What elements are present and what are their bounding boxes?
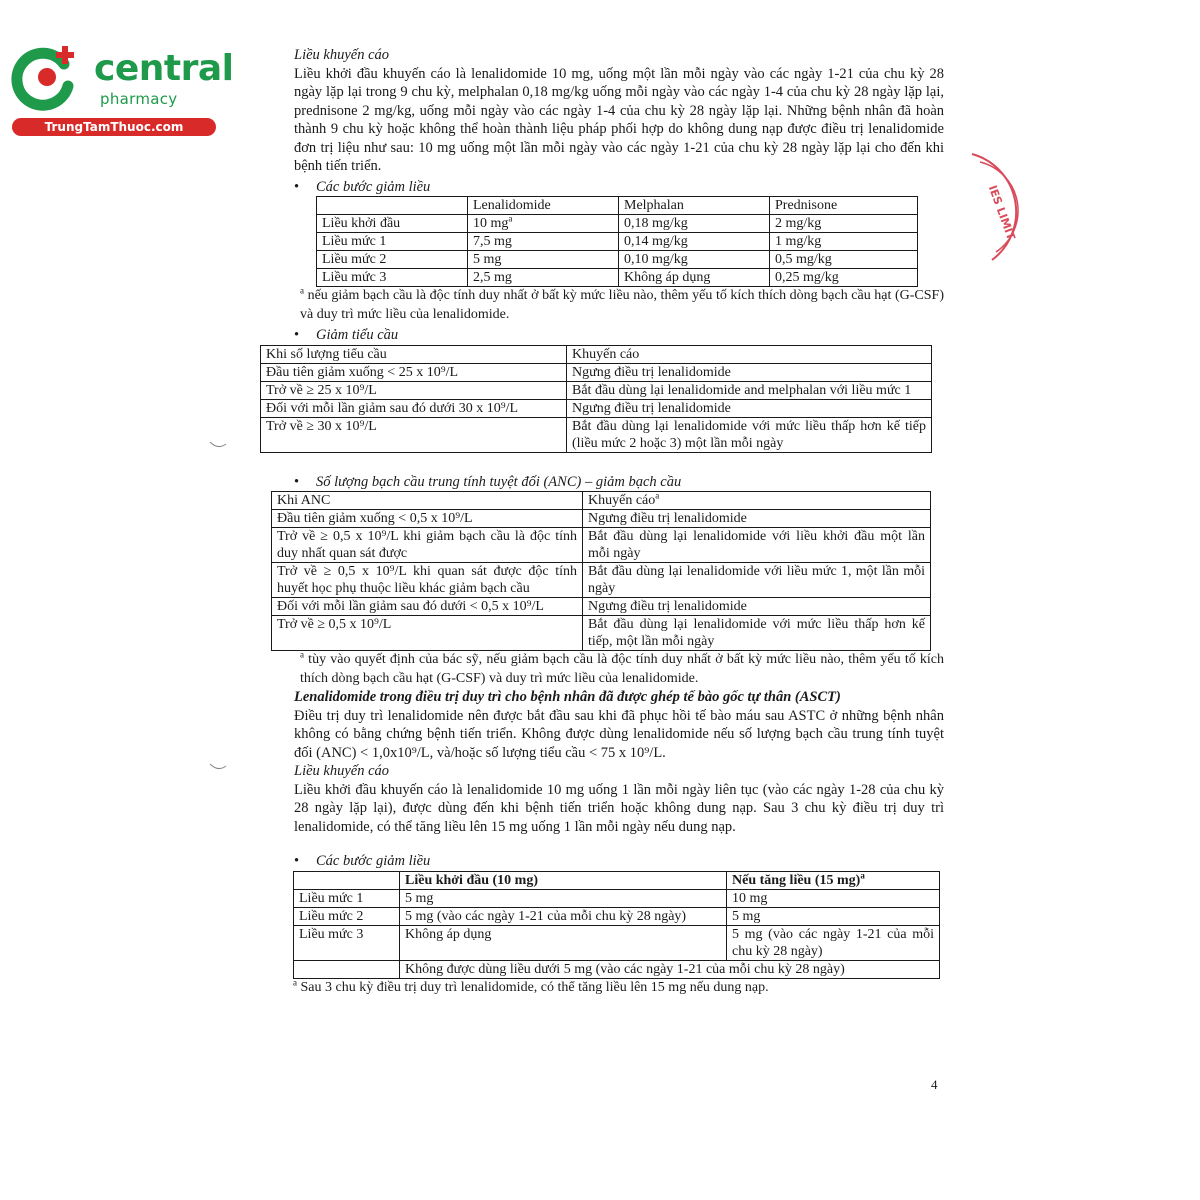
anc-table	[271, 491, 931, 651]
table-row: Liều mức 1 5 mg 10 mg	[294, 889, 940, 907]
maintenance-dose-table	[293, 871, 940, 979]
table-row: Liều mức 1 7,5 mg 0,14 mg/kg 1 mg/kg	[317, 233, 918, 251]
table-header-row: Khi ANC Khuyến cáo$^a$	[272, 492, 931, 510]
table-header-row: Lenalidomide Melphalan Prednisone	[317, 197, 918, 215]
table-row: Liều mức 3 2,5 mg Không áp dụng 0,25 mg/kg	[317, 269, 918, 287]
brand-site: TrungTamThuoc.com	[12, 118, 216, 136]
brand-subtitle: pharmacy	[100, 90, 178, 108]
scan-mark	[208, 440, 228, 450]
brand-name: central	[94, 48, 234, 89]
section-heading: Liều khuyến cáo	[294, 47, 390, 63]
document-page	[266, 46, 944, 997]
section2-heading: Lenalidomide trong điều trị duy trì cho bệnh nhân đã được ghép tế bào gốc tự thân (ASCT)	[294, 689, 841, 705]
table-row: Trở về ≥ 0,5 x 10⁹/L khi giảm bạch cầu là độc tính duy nhất quan sát được Bắt đầu dùng lại lenalidomide với liều khởi đầu một lần mỗi ngày	[272, 528, 931, 563]
table1-title: • Các bước giảm liều	[316, 178, 944, 197]
table-row: Trở về ≥ 30 x 10⁹/L Bắt đầu dùng lại lenalidomide với mức liều thấp hơn kế tiếp (liều mức 2 hoặc 3) một lần mỗi ngày	[261, 417, 932, 452]
table-row: Đầu tiên giảm xuống < 0,5 x 10⁹/L Ngưng điều trị lenalidomide	[272, 510, 931, 528]
table-row: Liều mức 2 5 mg (vào các ngày 1-21 của mỗi chu kỳ 28 ngày) 5 mg	[294, 907, 940, 925]
maintenance-dosage-paragraph: Liều khởi đầu khuyến cáo là lenalidomide 10 mg uống 1 lần mỗi ngày liên tục (vào các ngày 1-28 của chu kỳ 28 ngày lặp lại), được dùng đến khi bệnh tiến triển hoặc không dung nạp. Sau 3 chu kỳ điều trị duy trì lenalidomide, có thể tăng liều lên 15 mg uống 1 lần mỗi ngày nếu dung nạp.	[294, 781, 944, 835]
table-row: Liều khởi đầu 10 $mg^a$ 0,18 mg/kg 2 mg/kg	[317, 215, 918, 233]
table-row: Trở về ≥ 0,5 x 10⁹/L Bắt đầu dùng lại lenalidomide với mức liều thấp hơn kế tiếp, một lần mỗi ngày	[272, 616, 931, 651]
table3-title: • Số lượng bạch cầu trung tính tuyệt đối (ANC) – giảm bạch cầu	[316, 473, 944, 492]
table-row: Đối với mỗi lần giảm sau đó dưới < 0,5 x 10⁹/L Ngưng điều trị lenalidomide	[272, 598, 931, 616]
dosage-paragraph: Liều khởi đầu khuyến cáo là lenalidomide 10 mg, uống một lần mỗi ngày vào các ngày 1-21 của chu kỳ 28 ngày lặp lại trong 9 chu kỳ, melphalan 0,18 mg/kg uống mỗi ngày vào các ngày 1-4 của chu kỳ 28 ngày lặp lại, prednisone 2 mg/kg, uống mỗi ngày vào các ngày 1-4 của chu kỳ 28 ngày lặp lại. Những bệnh nhân đã hoàn thành 9 chu kỳ hoặc không thể hoàn thành liệu pháp phối hợp do không dung nạp được điều trị lenalidomide đơn trị liệu như sau: 10 mg uống một lần mỗi ngày vào các ngày 1-21 của chu kỳ 28 ngày lặp lại cho đến khi bệnh tiến triển.	[294, 65, 944, 174]
table-row: Liều mức 2 5 mg 0,10 mg/kg 0,5 mg/kg	[317, 251, 918, 269]
table-row: Trở về ≥ 25 x 10⁹/L Bắt đầu dùng lại lenalidomide and melphalan với liều mức 1	[261, 381, 932, 399]
table1-footnote: $^a$ nếu giảm bạch cầu là độc tính duy nhất ở bất kỳ mức liều nào, thêm yếu tố kích thích dòng bạch cầu hạt (G-CSF) và duy trì mức liều của lenalidomide.	[300, 285, 944, 322]
maintenance-paragraph: Điều trị duy trì lenalidomide nên được bắt đầu sau khi đã phục hồi tế bào máu sau ASTC ở những bệnh nhân không có bằng chứng bệnh tiến triển. Không được dùng lenalidomide nếu số lượng bạch cầu trung tính tuyệt đối (ANC) < 1,0x10⁹/L, và/hoặc số lượng tiểu cầu < 75 x 10⁹/L.	[294, 707, 944, 761]
page-number: 4	[931, 1077, 938, 1092]
svg-text:IES LIMIT: IES LIMIT	[985, 183, 1018, 242]
table2-title: • Giảm tiểu cầu	[316, 326, 944, 345]
pharmacy-cross-icon	[12, 42, 82, 112]
table-row: Trở về ≥ 0,5 x 10⁹/L khi quan sát được độc tính huyết học phụ thuộc liều khác giảm bạch cầu Bắt đầu dùng lại lenalidomide với liều mức 1, một lần mỗi ngày	[272, 563, 931, 598]
table-row: Liều mức 3 Không áp dụng 5 mg (vào các ngày 1-21 của mỗi chu kỳ 28 ngày)	[294, 925, 940, 960]
table-header-row: Khi số lượng tiểu cầu Khuyến cáo	[261, 345, 932, 363]
table4-title: • Các bước giảm liều	[316, 852, 944, 871]
table-row: Không được dùng liều dưới 5 mg (vào các ngày 1-21 của mỗi chu kỳ 28 ngày)	[294, 960, 940, 978]
table-header-row: Liều khởi đầu (10 mg) Nếu tăng liều (15 mg)$^a$	[294, 871, 940, 889]
table-row: Đối với mỗi lần giảm sau đó dưới 30 x 10⁹/L Ngưng điều trị lenalidomide	[261, 399, 932, 417]
platelet-table	[260, 345, 932, 453]
company-stamp	[952, 148, 1018, 268]
section2-subheading: Liều khuyến cáo	[294, 763, 390, 779]
dose-reduction-table	[316, 196, 918, 287]
brand-logo	[8, 38, 234, 138]
table4-footnote: $^a$ Sau 3 chu kỳ điều trị duy trì lenalidomide, có thể tăng liều lên 15 mg nếu dung nạp.	[293, 976, 769, 995]
scan-mark	[208, 762, 228, 772]
table3-footnote: $^a$ tùy vào quyết định của bác sỹ, nếu giảm bạch cầu là độc tính duy nhất ở bất kỳ mức liều nào, thêm yếu tố kích thích dòng bạch cầu hạt (G-CSF) và duy trì mức liều của lenalidomide.	[300, 649, 944, 686]
table-row: Đầu tiên giảm xuống < 25 x 10⁹/L Ngưng điều trị lenalidomide	[261, 363, 932, 381]
